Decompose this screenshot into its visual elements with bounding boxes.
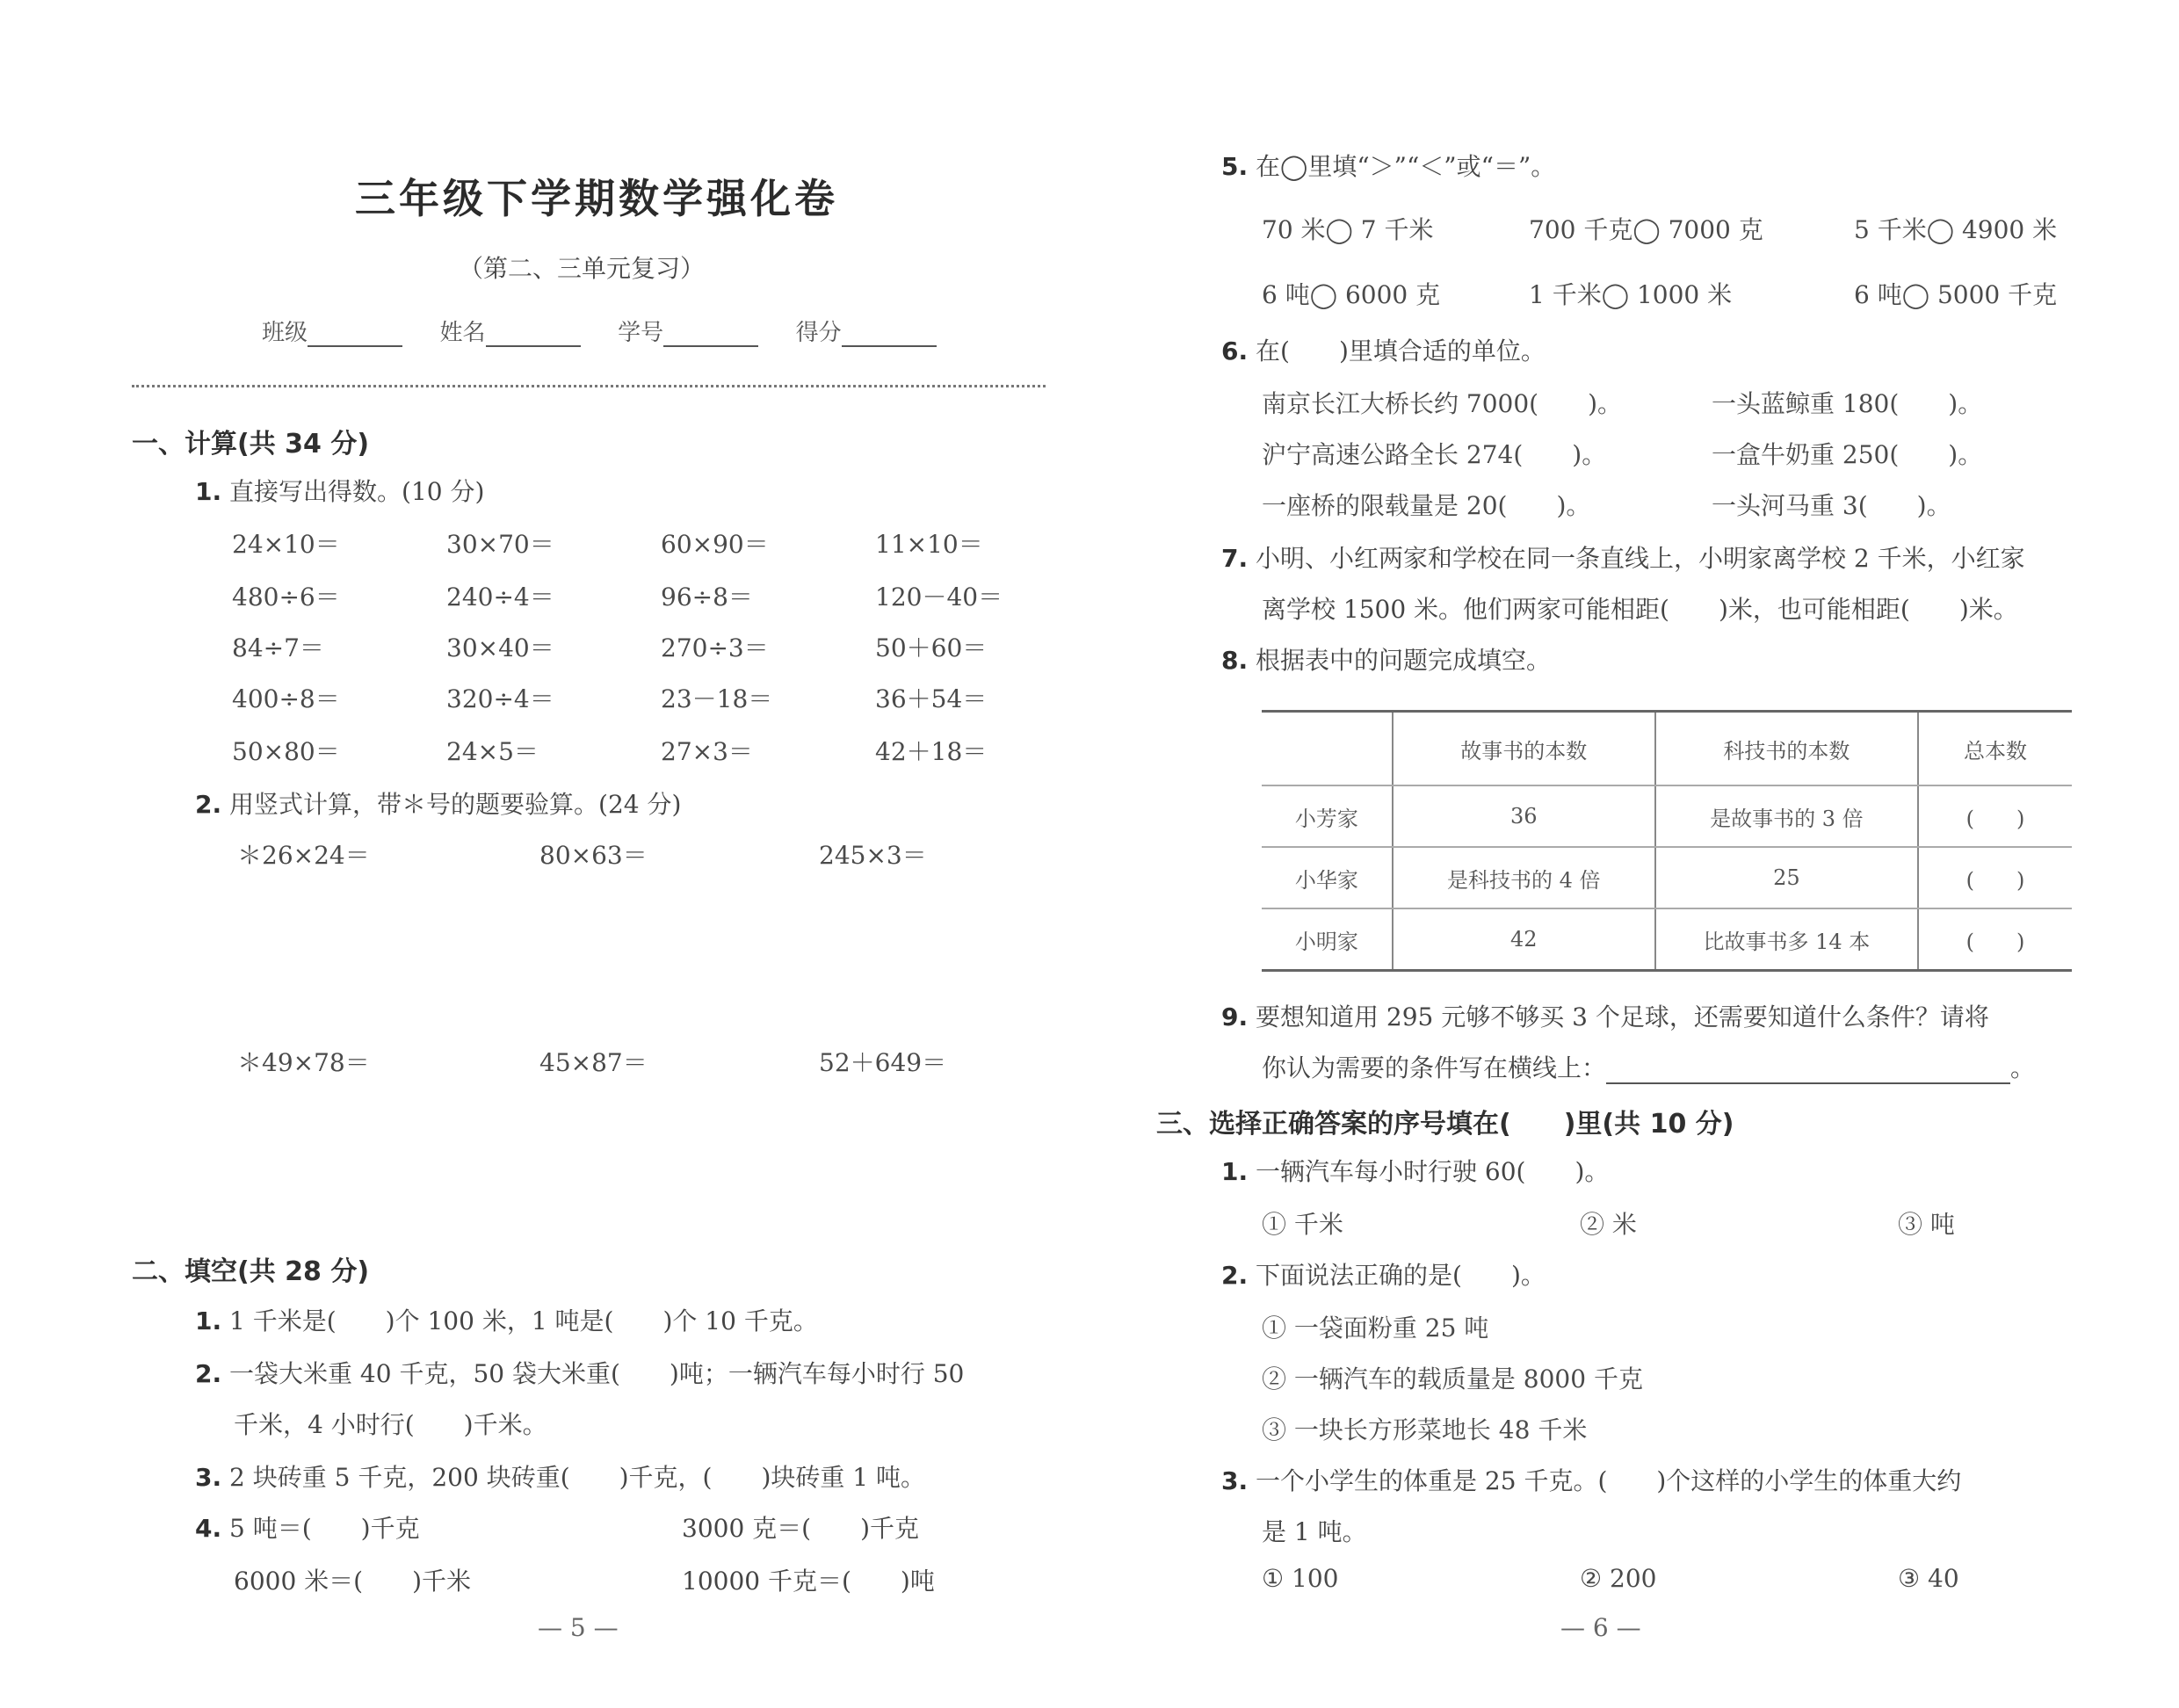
q9-line2-text: 你认为需要的条件写在横线上： <box>1262 1053 1607 1082</box>
calc-item: 400÷8＝ <box>232 684 340 713</box>
q5-number: 5. <box>1221 152 1249 181</box>
table-row <box>1262 908 2072 971</box>
section1-heading: 一、计算(共 34 分) <box>132 429 370 460</box>
table-cell-blank[interactable]: ( ) <box>1918 908 2072 971</box>
s3-q2-number: 2. <box>1221 1261 1249 1290</box>
table-cell: 是故事书的 3 倍 <box>1655 785 1918 847</box>
s2-q4-item: 3000 克＝( )千克 <box>682 1514 920 1543</box>
calc-item: 320÷4＝ <box>446 684 554 713</box>
s3-q1 <box>1221 1153 1609 1188</box>
field-class-label: 班级 <box>262 320 308 346</box>
calc-item: 84÷7＝ <box>232 633 324 662</box>
s3-q3-number: 3. <box>1221 1466 1249 1495</box>
field-name-blank[interactable] <box>486 322 581 347</box>
vertical-calc-item: 52＋649＝ <box>819 1048 947 1077</box>
calc-item: 60×90＝ <box>661 530 769 559</box>
q7-number: 7. <box>1221 544 1249 573</box>
calc-item: 120－40＝ <box>875 583 1003 612</box>
s1-q2 <box>195 785 681 821</box>
s2-q4-item: 5 吨＝( )千克 <box>229 1514 420 1543</box>
s2-q3-number: 3. <box>195 1463 222 1492</box>
field-number-blank[interactable] <box>663 322 758 347</box>
table-header-row <box>1262 712 2072 786</box>
calc-item: 30×70＝ <box>446 530 554 559</box>
q6-text: 在( )里填合适的单位。 <box>1256 337 1546 365</box>
q7 <box>1221 539 2025 575</box>
field-score-blank[interactable] <box>842 322 937 347</box>
s1-q2-number: 2. <box>195 790 222 819</box>
q6-number: 6. <box>1221 337 1249 365</box>
s3-q3 <box>1221 1462 1961 1497</box>
option-item[interactable]: ③ 一块长方形菜地长 48 千米 <box>1262 1415 1588 1444</box>
table-header-cell <box>1262 712 1393 786</box>
field-score-label: 得分 <box>795 320 842 346</box>
table-cell-blank[interactable]: ( ) <box>1918 847 2072 908</box>
section2-heading: 二、填空(共 28 分) <box>132 1256 370 1287</box>
s3-q1-number: 1. <box>1221 1157 1249 1186</box>
compare-item: 6 吨◯ 6000 克 <box>1262 280 1441 309</box>
calc-item: 24×10＝ <box>232 530 340 559</box>
s3-q1-text: 一辆汽车每小时行驶 60( )。 <box>1256 1157 1610 1186</box>
option-item[interactable]: ① 100 <box>1262 1564 1339 1593</box>
table-cell: 是科技书的 4 倍 <box>1393 847 1655 908</box>
s1-q1-text: 直接写出得数。(10 分) <box>229 477 485 506</box>
compare-item: 1 千米◯ 1000 米 <box>1529 280 1733 309</box>
table-cell: 小芳家 <box>1262 785 1393 847</box>
calc-item: 480÷6＝ <box>232 583 340 612</box>
table-header-cell: 总本数 <box>1918 712 2072 786</box>
q7-text-line1: 小明、小红两家和学校在同一条直线上，小明家离学校 2 千米，小红家 <box>1256 544 2025 573</box>
page-number-left: — 5 — <box>538 1613 619 1642</box>
q9-number: 9. <box>1221 1002 1249 1031</box>
q9-text-line1: 要想知道用 295 元够不够买 3 个足球，还需要知道什么条件？请将 <box>1256 1002 1989 1031</box>
vertical-calc-item: 245×3＝ <box>819 841 927 870</box>
calc-item: 240÷4＝ <box>446 583 554 612</box>
unit-item: 一盒牛奶重 250( )。 <box>1712 440 1983 469</box>
calc-item: 23－18＝ <box>661 684 773 713</box>
s1-q2-text: 用竖式计算，带＊号的题要验算。(24 分) <box>229 790 682 819</box>
s1-q1 <box>195 473 484 508</box>
option-item[interactable]: ② 一辆汽车的载质量是 8000 千克 <box>1262 1364 1643 1393</box>
option-item[interactable]: ① 一袋面粉重 25 吨 <box>1262 1314 1489 1343</box>
calc-item: 42＋18＝ <box>875 737 988 766</box>
calc-item: 50＋60＝ <box>875 633 988 662</box>
q8-number: 8. <box>1221 646 1249 675</box>
compare-item: 6 吨◯ 5000 千克 <box>1854 280 2058 309</box>
unit-item: 一头河马重 3( )。 <box>1712 491 1951 520</box>
header-divider <box>132 385 1046 387</box>
table-cell: 25 <box>1655 847 1918 908</box>
unit-item: 一头蓝鲸重 180( )。 <box>1712 389 1983 418</box>
s1-q1-number: 1. <box>195 477 222 506</box>
table-cell: 36 <box>1393 785 1655 847</box>
option-item[interactable]: ② 200 <box>1580 1564 1657 1593</box>
q9-line2-end: 。 <box>2010 1053 2036 1082</box>
table-cell: 小明家 <box>1262 908 1393 971</box>
q5-text: 在◯里填“＞”“＜”或“＝”。 <box>1256 152 1556 181</box>
field-number-label: 学号 <box>618 320 664 346</box>
table-header-cell: 科技书的本数 <box>1655 712 1918 786</box>
s2-q4-number: 4. <box>195 1514 222 1543</box>
field-class-blank[interactable] <box>308 322 402 347</box>
table-cell-blank[interactable]: ( ) <box>1918 785 2072 847</box>
unit-item: 沪宁高速公路全长 274( )。 <box>1262 440 1607 469</box>
vertical-calc-item: 80×63＝ <box>539 841 648 870</box>
compare-item: 700 千克◯ 7000 克 <box>1529 215 1763 244</box>
s2-q1-text: 1 千米是( )个 100 米，1 吨是( )个 10 千克。 <box>229 1306 818 1335</box>
s2-q3-text: 2 块砖重 5 千克，200 块砖重( )千克，( )块砖重 1 吨。 <box>229 1463 926 1492</box>
calc-item: 96÷8＝ <box>661 583 753 612</box>
calc-item: 11×10＝ <box>875 530 983 559</box>
s2-q4-item: 6000 米＝( )千米 <box>234 1567 472 1596</box>
compare-item: 70 米◯ 7 千米 <box>1262 215 1434 244</box>
unit-item: 一座桥的限载量是 20( )。 <box>1262 491 1591 520</box>
field-name-label: 姓名 <box>439 320 486 346</box>
vertical-calc-item: 45×87＝ <box>539 1048 648 1077</box>
page-subtitle: （第二、三单元复习） <box>459 254 706 283</box>
calc-item: 27×3＝ <box>661 737 753 766</box>
s2-q2-number: 2. <box>195 1359 222 1388</box>
option-item[interactable]: ③ 吨 <box>1898 1210 1955 1239</box>
s3-q2-text: 下面说法正确的是( )。 <box>1256 1261 1546 1290</box>
option-item[interactable]: ② 米 <box>1580 1210 1637 1239</box>
s2-q4 <box>195 1509 420 1545</box>
compare-item: 5 千米◯ 4900 米 <box>1854 215 2058 244</box>
table-cell: 42 <box>1393 908 1655 971</box>
table-cell: 比故事书多 14 本 <box>1655 908 1918 971</box>
book-count-table <box>1262 710 2072 972</box>
q8-text: 根据表中的问题完成填空。 <box>1256 646 1552 675</box>
s3-q3-text-line2: 是 1 吨。 <box>1262 1517 1367 1546</box>
s2-q2 <box>195 1355 964 1390</box>
table-header-cell: 故事书的本数 <box>1393 712 1655 786</box>
q7-text-line2: 离学校 1500 米。他们两家可能相距( )米，也可能相距( )米。 <box>1262 595 2018 624</box>
section3-heading: 三、选择正确答案的序号填在( )里(共 10 分) <box>1156 1109 1734 1140</box>
q8 <box>1221 641 1551 677</box>
calc-item: 30×40＝ <box>446 633 554 662</box>
q9-answer-blank[interactable] <box>1606 1056 2010 1084</box>
s2-q2-text-line1: 一袋大米重 40 千克，50 袋大米重( )吨；一辆汽车每小时行 50 <box>229 1359 965 1388</box>
student-info-fields <box>262 315 937 347</box>
s2-q4-item: 10000 千克＝( )吨 <box>682 1567 935 1596</box>
calc-item: 270÷3＝ <box>661 633 769 662</box>
calc-item: 24×5＝ <box>446 737 539 766</box>
page-number-right: — 6 — <box>1560 1613 1641 1642</box>
s2-q3 <box>195 1458 925 1494</box>
s3-q2 <box>1221 1256 1546 1292</box>
vertical-calc-item: ＊26×24＝ <box>237 841 370 870</box>
s2-q1-number: 1. <box>195 1306 222 1335</box>
option-item[interactable]: ③ 40 <box>1898 1564 1959 1593</box>
table-row <box>1262 847 2072 908</box>
s3-q3-text-line1: 一个小学生的体重是 25 千克。( )个这样的小学生的体重大约 <box>1256 1466 1962 1495</box>
q6 <box>1221 332 1546 367</box>
table-cell: 小华家 <box>1262 847 1393 908</box>
s2-q2-text-line2: 千米，4 小时行( )千米。 <box>234 1410 547 1439</box>
calc-item: 36＋54＝ <box>875 684 988 713</box>
q9 <box>1221 998 1989 1033</box>
page-title: 三年级下学期数学强化卷 <box>355 175 838 222</box>
table-row <box>1262 785 2072 847</box>
vertical-calc-item: ＊49×78＝ <box>237 1048 370 1077</box>
q5 <box>1221 148 1555 183</box>
q9-text-line2 <box>1262 1049 2035 1084</box>
unit-item: 南京长江大桥长约 7000( )。 <box>1262 389 1623 418</box>
calc-item: 50×80＝ <box>232 737 340 766</box>
option-item[interactable]: ① 千米 <box>1262 1210 1343 1239</box>
s2-q1 <box>195 1302 818 1337</box>
